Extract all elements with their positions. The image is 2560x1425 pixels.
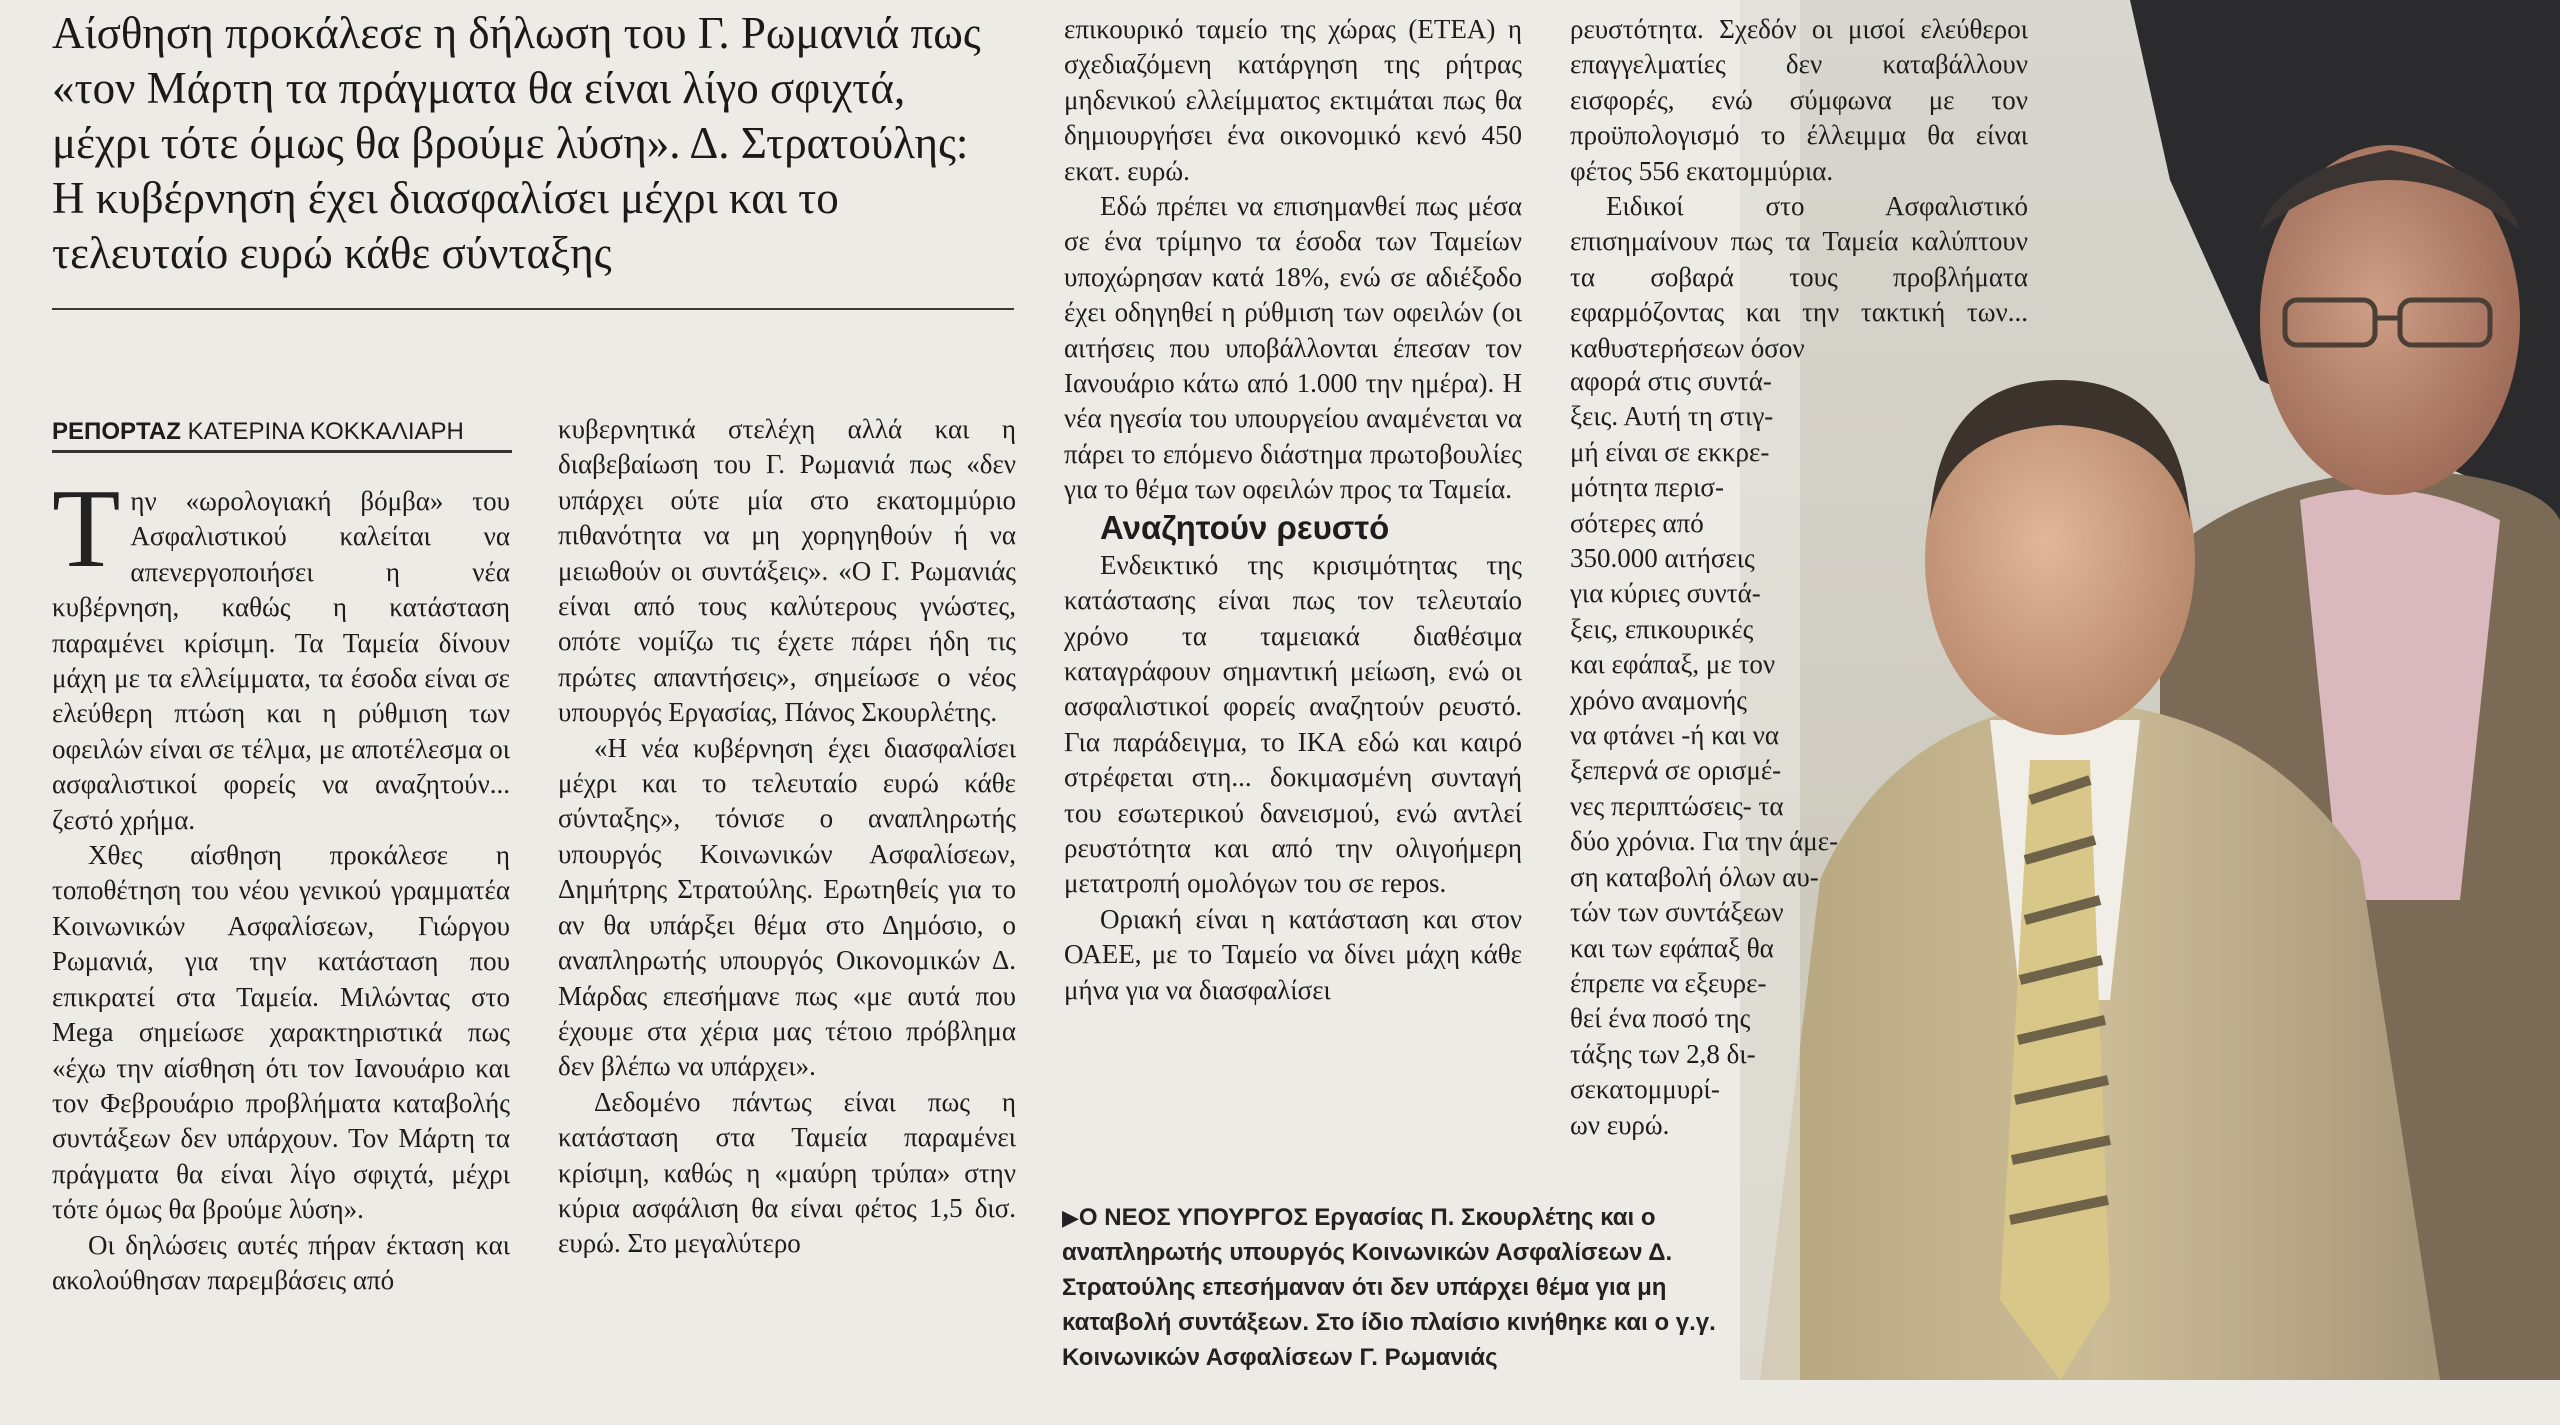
paragraph: Εδώ πρέπει να επισημανθεί πως μέσα σε ένα τρίμηνο τα έσοδα των Ταμείων υποχώρησαν κατά 18%, ενώ σε αδιέξοδο έχει οδηγηθεί η ρύθμιση των οφειλών (οι αιτήσεις που υποβάλλονται έπεσαν τον Ιανουάριο κάτω από 1.000 την ημέρα). Η νέα ηγεσία του υπουργείου αναμένεται να πάρει το επόμενο διάστημα πρωτοβουλίες για το θέμα των οφειλών προς τα Ταμεία. <box>1064 191 1522 505</box>
wrapped-line: χρόνο αναμονής <box>1570 684 1747 715</box>
wrapped-line: και των εφάπαξ θα <box>1570 932 1774 963</box>
paragraph: κυβερνητικά στελέχη αλλά και η διαβεβαίωση του Γ. Ρωμανιά πως «δεν υπάρχει ούτε μία στο εκατομμύριο πιθανότητα να μη χορηγηθούν ή να μειωθούν οι συντάξεις». «Ο Γ. Ρωμανιάς είναι από τους καλύτερους γνώστες, οπότε νομίζω τις έχετε πάρει ήδη τις πρώτες απαντήσεις», σημείωσε ο νέος υπουργός Εργασίας, Πάνος Σκουρλέτης. <box>558 414 1016 728</box>
wrapped-line: έπρεπε να εξευρε- <box>1570 967 1767 998</box>
wrapped-line: ση καταβολή όλων αυ- <box>1570 861 1819 892</box>
section-subhead: Αναζητούν ρευστό <box>1100 508 1390 546</box>
wrapped-line: ξεις, επικουρικές <box>1570 613 1754 644</box>
article-column-3 <box>1064 12 1522 1008</box>
paragraph: Δεδομένο πάντως είναι πως η κατάσταση στα Ταμεία παραμένει κρίσιμη, καθώς η «μαύρη τρύπα» στην κύρια ασφάλιση θα είναι φέτος 1,5 δισ. ευρώ. Στο μεγαλύτερο <box>558 1086 1016 1259</box>
wrapped-line: μότητα περισ- <box>1570 472 1724 503</box>
caption-text: Ο ΝΕΟΣ ΥΠΟΥΡΓΟΣ Εργασίας Π. Σκουρλέτης και ο αναπληρωτής υπουργός Κοινωνικών Ασφαλίσεων Δ. Στρατούλης επεσήμαναν ότι δεν υπάρχει θέμα για μη καταβολή συντάξεων. Στο ίδιο πλαίσιο κινήθηκε και ο γ.γ. Κοινωνικών Ασφαλίσεων Γ. Ρωμανιάς <box>1062 1204 1716 1371</box>
byline-author: ΚΑΤΕΡΙΝΑ ΚΟΚΚΑΛΙΑΡΗ <box>187 418 464 445</box>
wrapped-line: και εφάπαξ, με τον <box>1570 649 1776 680</box>
article-headline: Αίσθηση προκάλεσε η δήλωση του Γ. Ρωμανιά πως «τον Μάρτη τα πράγματα θα είναι λίγο σφιχτά, μέχρι τότε όμως θα βρούμε λύση». Δ. Στρατούλης: Η κυβέρνηση έχει διασφαλίσει μέχρι και το τελευταίο ευρώ κάθε σύνταξης <box>52 8 981 278</box>
byline-label: ΡΕΠΟΡΤΑΖ <box>52 418 181 445</box>
paragraph: Ειδικοί στο Ασφαλιστικό επισημαίνουν πως τα Ταμεία καλύπτουν τα σοβαρά τους προβλήματα εφαρμόζοντας και την τακτική των... καθυστερήσεων όσον <box>1570 191 2028 363</box>
headline-divider <box>52 308 1014 310</box>
wrapped-line: να φτάνει -ή και να <box>1570 720 1779 751</box>
wrapped-line: τών των συντάξεων <box>1570 897 1784 928</box>
caption-marker-icon: ▶ <box>1062 1205 1079 1230</box>
paragraph: «Η νέα κυβέρνηση έχει διασφαλίσει μέχρι και το τελευταίο ευρώ κάθε σύνταξης», τόνισε ο αναπληρωτής υπουργός Κοινωνικών Ασφαλίσεων, Δημήτρης Στρατούλης. Ερωτηθείς για το αν θα υπάρξει θέμα στο Δημόσιο, ο αναπληρωτής υπουργός Οικονομικών Δ. Μάρδας επεσήμανε πως «με αυτά που έχουμε στα χέρια μας τέτοιο πρόβλημα δεν βλέπω να υπάρχει». <box>558 732 1016 1082</box>
wrapped-line: σεκατομμυρί- <box>1570 1074 1720 1105</box>
photo-caption <box>1062 1200 1782 1375</box>
article-column-4 <box>1570 12 2028 366</box>
wrapped-line: ων ευρώ. <box>1570 1109 1670 1140</box>
article-column-1 <box>52 467 510 1298</box>
wrapped-line: θεί ένα ποσό της <box>1570 1003 1751 1034</box>
byline <box>52 418 512 453</box>
article-column-2 <box>558 412 1016 1262</box>
lead-paragraph-text: ην «ωρολογιακή βόμβα» του Ασφαλιστικού καλείται να απενεργοποιήσει η νέα κυβέρνηση, καθώς η κατάσταση παραμένει κρίσιμη. Τα Ταμεία δίνουν μάχη με τα ελλείμματα, τα έσοδα είναι σε ελεύθερη πτώση και η ρύθμιση των οφειλών είναι σε τέλμα, με αποτέλεσμα οι ασφαλιστικοί φορείς να αναζητούν... ζεστό χρήμα. <box>52 486 510 835</box>
wrapped-line: μή είναι σε εκκρε- <box>1570 436 1770 467</box>
paragraph: Ενδεικτικό της κρισιμότητας της κατάστασης είναι πως τον τελευταίο χρόνο τα ταμειακά διαθέσιμα καταγράφουν σημαντική μείωση, ενώ οι ασφαλιστικοί φορείς αναζητούν ρευστό. Για παράδειγμα, το ΙΚΑ εδώ και καιρό στρέφεται στη... δοκιμασμένη συνταγή του εσωτερικού δανεισμού, ενώ αντλεί ρευστότητα και από την ολιγοήμερη μετατροπή ομολόγων του σε repos. <box>1064 549 1522 899</box>
article-column-4-wrap <box>1570 364 1838 1143</box>
wrapped-line: για κύριες συντά- <box>1570 578 1761 609</box>
wrapped-line: αφορά στις συντά- <box>1570 366 1772 396</box>
wrapped-line: ξεπερνά σε ορισμέ- <box>1570 755 1782 786</box>
drop-cap: Τ <box>52 467 121 591</box>
wrapped-line: 350.000 αιτήσεις <box>1570 543 1755 574</box>
wrapped-line: δύο χρόνια. Για την άμε- <box>1570 826 1839 857</box>
lead-paragraph <box>52 467 510 838</box>
wrapped-line: νες περιπτώσεις- τα <box>1570 790 1784 821</box>
paragraph: Οι δηλώσεις αυτές πήραν έκταση και ακολούθησαν παρεμβάσεις από <box>52 1229 510 1295</box>
paragraph: ρευστότητα. Σχεδόν οι μισοί ελεύθεροι επαγγελματίες δεν καταβάλλουν εισφορές, ενώ σύμφωνα με τον προϋπολογισμό το έλλειμμα θα είναι φέτος 556 εκατομμύρια. <box>1570 14 2028 186</box>
wrapped-line: τάξης των 2,8 δι- <box>1570 1038 1756 1069</box>
paragraph: επικουρικό ταμείο της χώρας (ΕΤΕΑ) η σχεδιαζόμενη κατάργηση της ρήτρας μηδενικού ελλείμματος εκτιμάται πως θα δημιουργήσει ένα οικονομικό κενό 450 εκατ. ευρώ. <box>1064 14 1522 186</box>
wrapped-line: σότερες από <box>1570 507 1704 538</box>
paragraph: Χθες αίσθηση προκάλεσε η τοποθέτηση του νέου γενικού γραμματέα Κοινωνικών Ασφαλίσεων, Γιώργου Ρωμανιά, για την κατάσταση που επικρατεί στα Ταμεία. Μιλώντας στο Mega σημείωσε χαρακτηριστικά πως «έχω την αίσθηση ότι τον Ιανουάριο και τον Φεβρουάριο προβλήματα καταβολής συντάξεων δεν υπάρχουν. Τον Μάρτη τα πράγματα θα είναι λίγο σφιχτά, μέχρι τότε όμως θα βρούμε λύση». <box>52 840 510 1225</box>
paragraph: Οριακή είναι η κατάσταση και στον ΟΑΕΕ, με το Ταμείο να δίνει μάχη κάθε μήνα για να διασφαλίσει <box>1064 903 1522 1005</box>
wrapped-line: ξεις. Αυτή τη στιγ- <box>1570 401 1774 432</box>
